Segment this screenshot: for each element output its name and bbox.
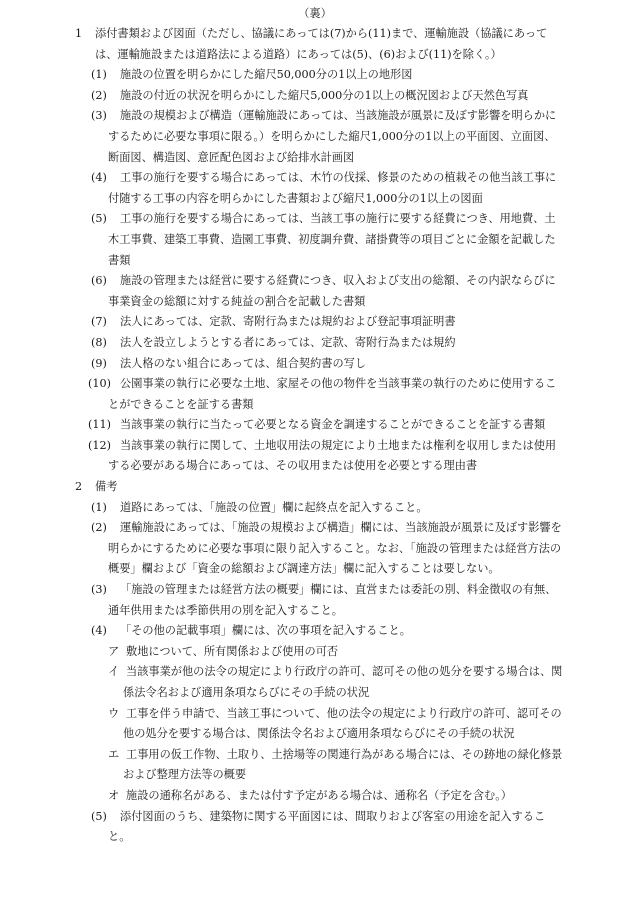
list-item [0,374,630,415]
item-number: (12) [88,438,111,452]
item-text: 道路にあっては、「施設の位置」欄に起終点を記入すること。 [120,500,428,514]
item-text: 公園事業の執行に必要な土地、家屋その他の物件を当該事業の執行のために使用することができることを証する書類 [108,377,557,411]
item-text: 工事の施行を要する場合にあっては、木竹の伐採、修景のための植栽その他当該工事に付随する工事の内容を明らかにした書類および縮尺1,000分の1以上の図面 [108,171,557,205]
item-number: (8) [91,335,107,349]
list-item [0,333,630,354]
list-item [0,580,630,621]
item-number: (5) [91,212,107,226]
sub-item-text: 敷地について、所有関係および使用の可否 [126,644,339,658]
item-number: (3) [91,109,107,123]
sub-item [0,704,630,745]
item-text: 当該事業の執行に関して、土地収用法の規定により土地または権利を収用しまたは使用する必要がある場合にあっては、その収用または使用を必要とする理由書 [108,438,557,473]
list-item [0,86,630,107]
item-text: 「その他の記載事項」欄には、次の事項を記入すること。 [120,624,411,638]
sub-item-text: 工事用の仮工作物、土取り、土捨場等の関連行為がある場合には、その跡地の緑化修景および整理方法等の概要 [123,747,563,782]
item-number: (7) [91,315,107,329]
item-text: 施設の管理または経営に要する経費につき、収入および支出の総額、その内訳ならびに事業資金の総額に対する純益の割合を記載した書類 [108,274,556,308]
list-item [0,354,630,375]
list-item [0,807,630,848]
item-text: 法人格のない組合にあっては、組合契約書の写し [120,356,367,370]
sub-item-marker: ウ [108,706,120,720]
item-number: (1) [91,500,107,514]
list-item [0,621,630,642]
section-title: 備考 [95,480,118,494]
sub-item [0,786,630,807]
list-item [0,436,630,477]
item-number: (2) [91,88,107,102]
item-number: (10) [88,377,111,391]
item-number: (2) [91,521,107,535]
section-number: 2 [75,480,83,494]
document-body [0,24,630,848]
list-item [0,168,630,209]
item-text: 施設の付近の状況を明らかにした縮尺5,000分の1以上の概況図および天然色写真 [120,88,529,102]
page-heading: （裏） [298,7,332,20]
sub-item-text: 施設の通称名がある、または付す予定がある場合は、通称名（予定を含む。） [126,788,512,802]
list-item [0,312,630,333]
list-item [0,498,630,519]
section-number: 1 [75,27,83,40]
item-text: 施設の位置を明らかにした縮尺50,000分の1以上の地形図 [120,68,413,82]
item-number: (5) [91,809,107,823]
list-item [0,518,630,580]
sub-item-marker: オ [108,788,120,802]
item-text: 当該事業の執行に当たって必要となる資金を調達することができることを証する書類 [120,418,546,432]
section-title: 添付書類および図面（ただし、協議にあっては(7)から(11)まで、運輸施設（協議にあっては、運輸施設または道路法による道路）にあっては(5)、(6)および(11)を除く。） [95,27,548,61]
sub-item-text: 工事を伴う申請で、当該工事について、他の法令の規定により行政庁の許可、認可その他の処分を要する場合は、関係法令名および適用条項ならびにその手続の状況 [123,706,562,741]
item-text: 「施設の管理または経営方法の概要」欄には、直営または委託の別、料金徴収の有無、通年供用または季節供用の別を記入すること。 [108,583,557,617]
list-item [0,65,630,86]
section-1 [0,24,630,65]
item-number: (4) [91,171,107,185]
item-number: (4) [91,624,107,638]
list-item [0,415,630,436]
list-item [0,209,630,271]
item-text: 法人にあっては、定款、寄附行為または規約および登記事項証明書 [120,315,456,329]
sub-item-marker: イ [108,665,120,679]
item-text: 施設の規模および構造（運輸施設にあっては、当該施設が風景に及ぼす影響を明らかにするために必要な事項に限る。）を明らかにした縮尺1,000分の1以上の平面図、立面図、断面図、構造図、意匠配色図および給排水計画図 [108,109,557,164]
item-text: 法人を設立しようとする者にあっては、定款、寄附行為または規約 [120,335,456,349]
sub-item-marker: ア [108,644,120,658]
section-2 [0,477,630,498]
sub-item-text: 当該事業が他の法令の規定により行政庁の許可、認可その他の処分を要する場合は、関係法令名および適用条項ならびにその手続の状況 [123,665,563,699]
item-number: (1) [91,68,107,82]
item-number: (11) [88,418,111,432]
item-number: (9) [91,356,107,370]
list-item [0,106,630,168]
item-text: 添付図面のうち、建築物に関する平面図には、間取りおよび客室の用途を記入すること。 [108,809,546,844]
sub-item [0,642,630,663]
item-text: 工事の施行を要する場合にあっては、当該工事の施行に要する経費につき、用地費、土木工事費、建築工事費、造園工事費、初度調弁費、諸掛費等の項目ごとに金額を記載した書類 [108,212,556,267]
item-number: (3) [91,583,107,597]
sub-item [0,662,630,703]
sub-item [0,745,630,786]
item-text: 運輸施設にあっては、「施設の規模および構造」欄には、当該施設が風景に及ぼす影響を明らかにするために必要な事項に限り記入すること。なお、「施設の管理または経営方法の概要」欄および「資金の総額および調達方法」欄に記入することは要しない。 [108,521,562,576]
sub-item-marker: エ [108,747,120,761]
list-item [0,271,630,312]
item-number: (6) [91,274,107,288]
